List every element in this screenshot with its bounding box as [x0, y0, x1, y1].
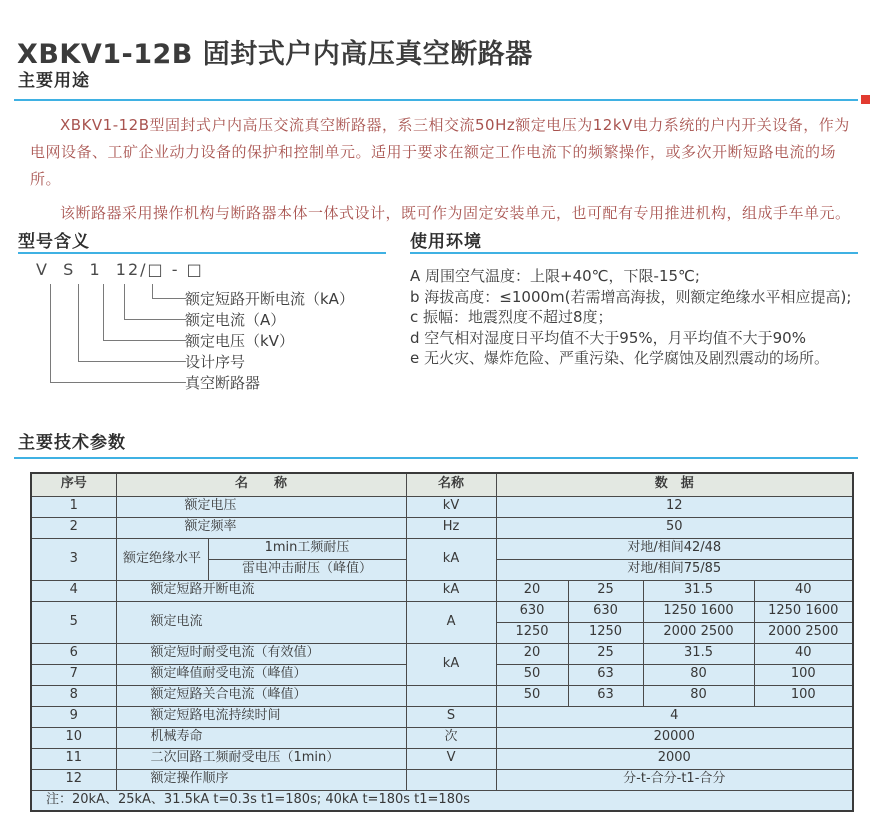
- cell-data: 对地/相间42/48: [496, 538, 853, 559]
- table-row: [31, 601, 853, 622]
- cell-name: 额定短路电流持续时间: [116, 706, 406, 727]
- parameters-heading-rule: [14, 457, 858, 459]
- environment-item-b: b 海拔高度：≤1000m(若需增高海拔，则额定绝缘水平相应提高);: [410, 287, 852, 306]
- environment-list: [410, 266, 862, 369]
- cell-data: 63: [568, 664, 643, 685]
- table-row: [31, 706, 853, 727]
- cell-name: 额定短路关合电流（峰值）: [116, 685, 406, 706]
- table-row: [31, 643, 853, 664]
- model-heading-rule: [18, 252, 386, 254]
- cell-data: 20: [496, 643, 568, 664]
- cell-data: 2000 2500: [643, 622, 754, 643]
- model-meaning-diagram: [30, 258, 412, 408]
- cell-data: 50: [496, 685, 568, 706]
- cell-name: 额定短路开断电流: [116, 580, 406, 601]
- col-header-unit: 名称: [406, 473, 496, 496]
- cell-unit: A: [406, 601, 496, 643]
- cell-name: 额定频率: [116, 517, 406, 538]
- cell-data: 40: [754, 580, 853, 601]
- cell-data: 80: [643, 664, 754, 685]
- table-header-row: [31, 473, 853, 496]
- cell-no: 2: [31, 517, 116, 538]
- cell-data: 25: [568, 580, 643, 601]
- cell-name: 额定电流: [116, 601, 406, 643]
- cell-no: 6: [31, 643, 116, 664]
- cell-data: 12: [496, 496, 853, 517]
- cell-unit: S: [406, 706, 496, 727]
- cell-data: 1250: [496, 622, 568, 643]
- cell-data: 80: [643, 685, 754, 706]
- cell-data: 20000: [496, 727, 853, 748]
- cell-no: 11: [31, 748, 116, 769]
- cell-name: 额定峰值耐受电流（峰值）: [116, 664, 406, 685]
- cell-data: 1250 1600: [754, 601, 853, 622]
- cell-unit: kA: [406, 643, 496, 685]
- cell-data: 1250 1600: [643, 601, 754, 622]
- section-heading-usage: 主要用途: [18, 71, 90, 91]
- environment-item-e: e 无火灾、爆炸危险、严重污染、化学腐蚀及剧烈震动的场所。: [410, 349, 829, 367]
- cell-data: 50: [496, 664, 568, 685]
- usage-paragraphs: [30, 112, 854, 234]
- cell-data: 20: [496, 580, 568, 601]
- cell-no: 3: [31, 538, 116, 580]
- red-square-marker: [861, 95, 870, 104]
- cell-name: 二次回路工频耐受电压（1min）: [116, 748, 406, 769]
- environment-heading-rule: [410, 252, 858, 254]
- cell-name: 额定操作顺序: [116, 769, 406, 790]
- usage-paragraph-2: 该断路器采用操作机构与断路器本体一体式设计，既可作为固定安装单元，也可配有专用推进机构，组成手车单元。: [60, 204, 851, 222]
- cell-unit: [406, 769, 496, 790]
- environment-item-c: c 振幅：地震烈度不超过8度；: [410, 308, 613, 326]
- cell-unit: kA: [406, 538, 496, 580]
- cell-data: 31.5: [643, 643, 754, 664]
- cell-no: 10: [31, 727, 116, 748]
- cell-name: 机械寿命: [116, 727, 406, 748]
- usage-paragraph-1: XBKV1-12B型固封式户内高压交流真空断路器，系三相交流50Hz额定电压为12kV电力系统的户内开关设备，作为电网设备、工矿企业动力设备的保护和控制单元。适用于要求在额定工作电流下的频繁操作，或多次开断短路电流的场所。: [30, 116, 850, 188]
- environment-item-d: d 空气相对湿度日平均值不大于95%，月平均值不大于90%: [410, 328, 806, 347]
- environment-item-a: A 周围空气温度：上限+40℃，下限-15℃;: [410, 267, 700, 285]
- cell-data: 100: [754, 664, 853, 685]
- cell-data: 50: [496, 517, 853, 538]
- model-label-rated-voltage: 额定电压（kV）: [185, 332, 294, 350]
- cell-data: 25: [568, 643, 643, 664]
- model-code-text: V S 1 12/□ - □: [36, 260, 204, 279]
- table-row: [31, 496, 853, 517]
- table-note: 注：20kA、25kA、31.5kA t=0.3s t1=180s; 40kA t=180s t1=180s: [31, 790, 853, 811]
- model-label-rated-current: 额定电流（A）: [185, 311, 286, 329]
- cell-unit: 次: [406, 727, 496, 748]
- cell-no: 8: [31, 685, 116, 706]
- section-heading-model: 型号含义: [18, 232, 90, 252]
- model-label-design-serial: 设计序号: [185, 353, 246, 371]
- cell-no: 7: [31, 664, 116, 685]
- section-heading-environment: 使用环境: [410, 232, 482, 252]
- table-row: [31, 538, 853, 559]
- col-header-name: 名 称: [116, 473, 406, 496]
- cell-data: 40: [754, 643, 853, 664]
- cell-data: 4: [496, 706, 853, 727]
- cell-no: 5: [31, 601, 116, 643]
- col-header-data: 数 据: [496, 473, 853, 496]
- cell-data: 630: [568, 601, 643, 622]
- cell-no: 4: [31, 580, 116, 601]
- cell-data: 分-t-合分-t1-合分: [496, 769, 853, 790]
- cell-data: 31.5: [643, 580, 754, 601]
- cell-data: 63: [568, 685, 643, 706]
- connector-line-vacuum-breaker: [50, 284, 186, 383]
- section-heading-parameters: 主要技术参数: [18, 433, 126, 453]
- cell-data: 100: [754, 685, 853, 706]
- model-label-vacuum-breaker: 真空断路器: [185, 374, 261, 392]
- cell-unit: kA: [406, 580, 496, 601]
- table-row: [31, 580, 853, 601]
- cell-unit: V: [406, 748, 496, 769]
- cell-no: 9: [31, 706, 116, 727]
- cell-unit: kV: [406, 496, 496, 517]
- cell-data: 1250: [568, 622, 643, 643]
- cell-data: 2000: [496, 748, 853, 769]
- page-title: XBKV1-12B 固封式户内高压真空断路器: [17, 39, 533, 71]
- cell-data: 2000 2500: [754, 622, 853, 643]
- usage-heading-rule: [14, 99, 858, 101]
- cell-data: 630: [496, 601, 568, 622]
- col-header-no: 序号: [31, 473, 116, 496]
- cell-data: 对地/相间75/85: [496, 559, 853, 580]
- table-row: [31, 517, 853, 538]
- table-row: [31, 685, 853, 706]
- model-label-breaking-current: 额定短路开断电流（kA）: [185, 290, 354, 308]
- cell-subname: 1min工频耐压: [208, 538, 406, 559]
- cell-no: 1: [31, 496, 116, 517]
- table-row: [31, 727, 853, 748]
- cell-name: 额定绝缘水平: [116, 538, 208, 580]
- cell-unit: [406, 685, 496, 706]
- table-note-row: [31, 790, 853, 811]
- cell-name: 额定短时耐受电流（有效值）: [116, 643, 406, 664]
- table-row: [31, 748, 853, 769]
- cell-subname: 雷电冲击耐压（峰值）: [208, 559, 406, 580]
- table-row: [31, 769, 853, 790]
- cell-unit: Hz: [406, 517, 496, 538]
- cell-no: 12: [31, 769, 116, 790]
- parameters-table: [30, 472, 854, 812]
- cell-name: 额定电压: [116, 496, 406, 517]
